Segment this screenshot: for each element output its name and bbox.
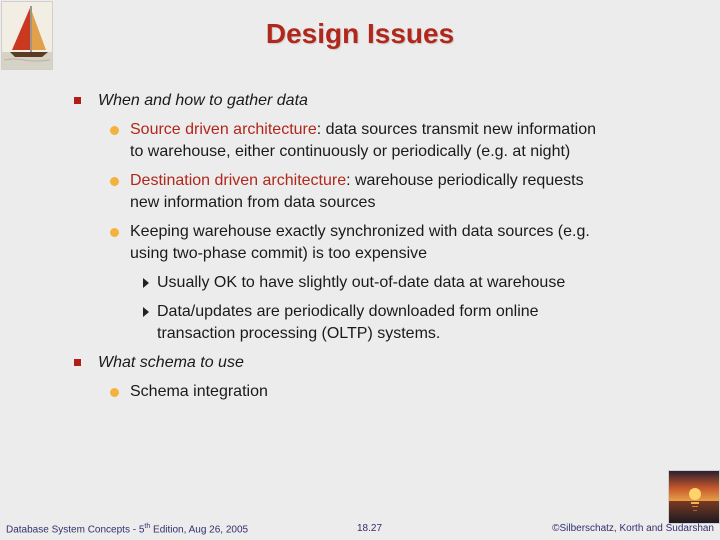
footer-left: [6, 523, 248, 535]
bullet-keeping-synchronized: [130, 221, 590, 265]
circle-bullet-icon: [110, 177, 119, 186]
bullet-data-updates-line1: Data/updates are periodically downloaded form online: [157, 303, 539, 320]
term-source-driven: Source driven architecture: [130, 121, 317, 138]
circle-bullet-icon: [110, 388, 119, 397]
bullet-source-driven-rest: : data sources transmit new information: [316, 121, 596, 138]
bullet-schema-integration: Schema integration: [130, 383, 268, 400]
bullet-destination-driven: [130, 170, 584, 214]
footer-page-number: 18.27: [357, 523, 383, 534]
bullet-destination-driven-rest: : warehouse periodically requests: [346, 172, 584, 189]
bullet-source-driven-line2: to warehouse, either continuously or periodically (e.g. at night): [130, 143, 571, 160]
footer-sup: th: [144, 523, 151, 530]
bullet-data-updates: [157, 301, 539, 345]
term-destination-driven: Destination driven architecture: [130, 172, 347, 189]
triangle-bullet-icon: [143, 307, 149, 317]
bullet-when-how: When and how to gather data: [98, 92, 308, 109]
slide-title: Design Issues: [265, 18, 455, 49]
footer-book: Database System Concepts - 5: [6, 524, 145, 536]
sunset-icon: [669, 471, 719, 523]
bullet-destination-driven-line2: new information from data sources: [130, 194, 376, 211]
sunset-logo: [668, 470, 720, 524]
bullet-keeping-line2: using two-phase commit) is too expensive: [130, 245, 428, 262]
bullet-keeping-line1: Keeping warehouse exactly synchronized with data sources (e.g.: [130, 223, 590, 240]
square-bullet-icon: [74, 97, 81, 104]
bullet-what-schema: What schema to use: [98, 354, 244, 371]
footer-edition: Edition, Aug 26, 2005: [150, 524, 249, 536]
square-bullet-icon: [74, 359, 81, 366]
bullet-usually-ok: Usually OK to have slightly out-of-date data at warehouse: [157, 274, 566, 291]
circle-bullet-icon: [110, 126, 119, 135]
bullet-source-driven: [130, 119, 596, 163]
circle-bullet-icon: [110, 228, 119, 237]
triangle-bullet-icon: [143, 278, 149, 288]
footer-copyright: ©Silberschatz, Korth and Sudarshan: [552, 523, 714, 534]
bullet-data-updates-line2: transaction processing (OLTP) systems.: [157, 325, 441, 342]
